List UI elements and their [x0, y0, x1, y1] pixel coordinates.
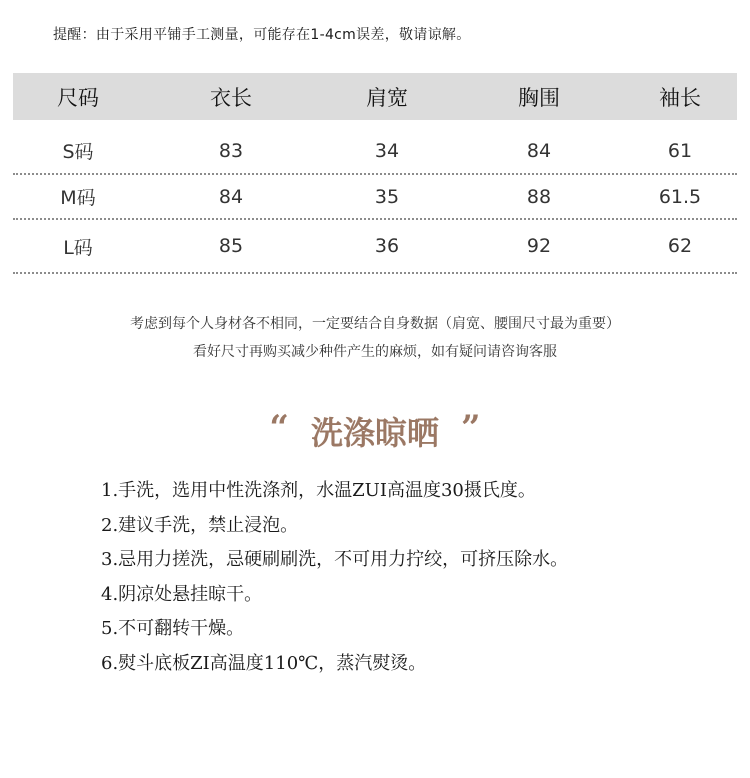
header-size: 尺码	[57, 85, 99, 110]
list-item: 2.建议手洗，禁止浸泡。	[101, 514, 299, 536]
size-advice-note: 考虑到每个人身材各不相同，一定要结合自身数据（肩宽、腰围尺寸最为重要）	[130, 316, 620, 332]
cell-length: 85	[218, 235, 244, 257]
cell-shoulder: 35	[374, 185, 400, 208]
customer-service-note: 看好尺寸再购买减少种件产生的麻烦，如有疑问请咨询客服	[193, 344, 557, 360]
cell-sleeve: 61	[667, 139, 693, 162]
close-quote-mark: ”	[461, 408, 481, 448]
care-instructions-list	[101, 478, 568, 685]
cell-chest: 92	[526, 235, 552, 257]
cell-sleeve: 61.5	[658, 185, 702, 208]
header-sleeve: 袖长	[659, 85, 701, 110]
list-item: 6.熨斗底板ZI高温度110℃，蒸汽熨烫。	[101, 652, 427, 674]
header-shoulder: 肩宽	[366, 85, 408, 110]
wash-title-text: 洗涤晾晒	[310, 414, 439, 452]
cell-size: S码	[62, 141, 94, 163]
table-row	[13, 175, 737, 220]
cell-size: M码	[60, 187, 96, 209]
list-item: 4.阴凉处悬挂晾干。	[101, 583, 263, 605]
table-row	[13, 220, 737, 274]
table-row	[13, 120, 737, 175]
list-item: 1.手洗，选用中性洗涤剂，水温ZUI高温度30摄氏度。	[101, 480, 536, 501]
cell-sleeve: 62	[667, 235, 693, 257]
header-length: 衣长	[210, 85, 252, 110]
cell-shoulder: 34	[374, 139, 400, 162]
cell-chest: 84	[526, 139, 552, 162]
size-table	[13, 73, 737, 274]
measurement-notice: 提醒：由于采用平铺手工测量，可能存在1-4cm误差，敬请谅解。	[53, 27, 471, 43]
cell-length: 84	[218, 185, 244, 208]
cell-length: 83	[218, 139, 244, 162]
list-item: 3.忌用力搓洗，忌硬刷刷洗，不可用力拧绞，可挤压除水。	[101, 549, 569, 570]
size-table-header	[13, 73, 737, 120]
wash-section-title	[0, 408, 750, 454]
cell-chest: 88	[526, 185, 552, 208]
cell-shoulder: 36	[374, 235, 400, 257]
open-quote-mark: “	[269, 408, 289, 448]
cell-size: L码	[63, 236, 93, 259]
header-chest: 胸围	[518, 85, 560, 110]
list-item: 5.不可翻转干燥。	[101, 618, 245, 639]
